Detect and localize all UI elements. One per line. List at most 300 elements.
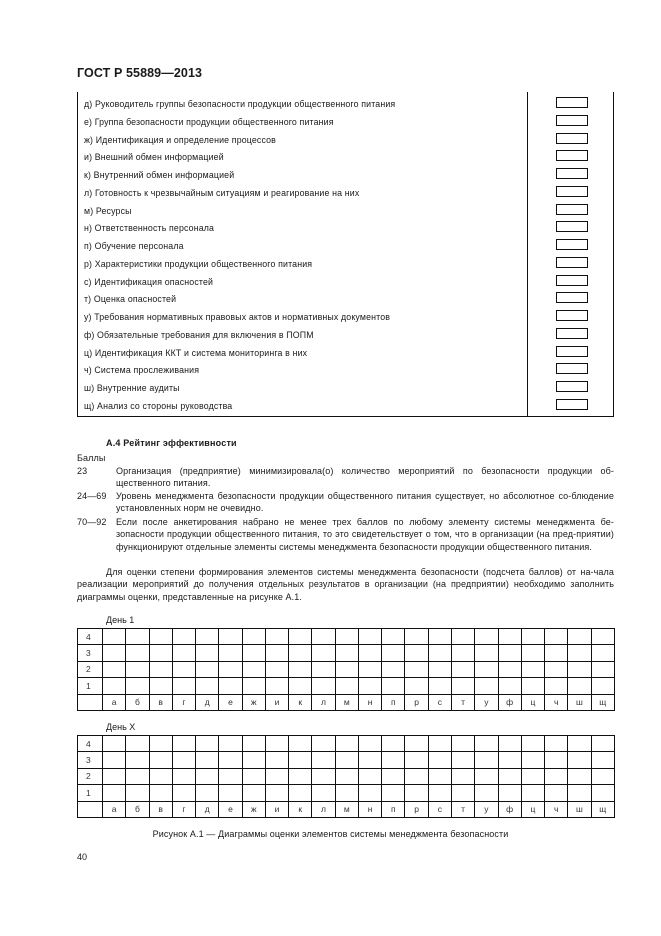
grid-cell[interactable] [475,736,498,752]
grid-cell[interactable] [568,736,591,752]
grid-cell[interactable] [568,785,591,801]
grid-cell[interactable] [219,645,242,661]
x-letter-label: ш [568,801,591,817]
score-input-box[interactable] [556,292,588,303]
grid-cell[interactable] [498,678,521,694]
grid-cell[interactable] [335,629,358,645]
grid-cell[interactable] [126,645,149,661]
y-level-label: 2 [78,768,103,784]
grid-cell[interactable] [335,785,358,801]
x-letter-label: а [103,801,126,817]
score-input-box[interactable] [556,363,588,374]
section-heading: А.4 Рейтинг эффективности [106,438,237,448]
grid-cell[interactable] [405,768,428,784]
checklist-item-label: с) Идентификация опасностей [84,276,214,287]
grid-cell[interactable] [149,736,172,752]
checklist-item-label: ч) Система прослеживания [84,365,200,376]
grid-cell[interactable] [545,661,568,677]
checklist-row [78,256,613,274]
grid-cell[interactable] [103,645,126,661]
grid-cell[interactable] [126,678,149,694]
grid-cell[interactable] [312,752,335,768]
grid-cell[interactable] [591,645,614,661]
grid-cell[interactable] [335,678,358,694]
x-letter-label: б [126,801,149,817]
grid-cell[interactable] [172,736,195,752]
grid-cell[interactable] [126,768,149,784]
grid-cell[interactable] [521,785,544,801]
grid-cell[interactable] [242,629,265,645]
grid-cell[interactable] [242,768,265,784]
grid-cell[interactable] [428,768,451,784]
x-letter-label: б [126,694,149,710]
grid-cell[interactable] [335,736,358,752]
grid-cell[interactable] [196,752,219,768]
grid-cell[interactable] [451,661,474,677]
grid-row [78,645,615,661]
grid-cell[interactable] [568,661,591,677]
grid-cell[interactable] [265,768,288,784]
grid-cell[interactable] [149,645,172,661]
checklist-item-label: т) Оценка опасностей [84,294,177,305]
grid-cell[interactable] [219,785,242,801]
grid-cell[interactable] [545,785,568,801]
grid-cell[interactable] [428,629,451,645]
grid-cell[interactable] [196,736,219,752]
grid-cell[interactable] [545,678,568,694]
checklist-row [78,185,613,203]
grid-cell[interactable] [172,785,195,801]
grid-cell[interactable] [219,678,242,694]
grid-cell[interactable] [568,629,591,645]
y-level-label: 1 [78,785,103,801]
checklist-item-label: п) Обучение персонала [84,241,184,251]
grid-cell[interactable] [382,661,405,677]
x-letter-label: ф [498,801,521,817]
grid-cell[interactable] [149,768,172,784]
grid-cell[interactable] [451,629,474,645]
grid-cell[interactable] [451,752,474,768]
grid-row [78,785,615,801]
grid-cell[interactable] [265,661,288,677]
grid-cell[interactable] [103,752,126,768]
checklist-row [78,167,613,185]
grid-cell[interactable] [358,736,381,752]
chart-title-day1: День 1 [106,615,135,625]
score-input-box[interactable] [556,133,588,144]
grid-cell[interactable] [545,645,568,661]
checklist-row [78,291,613,309]
x-letter-label: ж [242,694,265,710]
x-letter-label: е [219,694,242,710]
grid-cell[interactable] [335,645,358,661]
grid-cell[interactable] [405,645,428,661]
grid-cell[interactable] [428,678,451,694]
grid-cell[interactable] [521,661,544,677]
x-axis-row [78,694,615,710]
score-text: Если после анкетирования набрано не менее трех баллов по любому элементу системы менеджмента бе-зопасности продукции общественного питания, то это свидетельствует о том, что в организации (на пред-приятии) функционируют отдельные элементы системы менеджмента безопасности продукции общественного питания. [116,517,614,552]
score-input-box[interactable] [556,257,588,268]
x-letter-label: а [103,694,126,710]
x-letter-label: и [265,801,288,817]
x-letter-label: ф [498,694,521,710]
grid-cell[interactable] [405,678,428,694]
grid-cell[interactable] [149,661,172,677]
grid-cell[interactable] [289,736,312,752]
grid-cell[interactable] [498,736,521,752]
grid-cell[interactable] [312,785,335,801]
grid-cell[interactable] [591,768,614,784]
checklist-row [78,132,613,150]
grid-cell[interactable] [498,768,521,784]
grid-cell[interactable] [242,736,265,752]
score-range: 23 [77,466,88,476]
grid-cell[interactable] [242,645,265,661]
x-letter-label: ч [545,694,568,710]
grid-cell[interactable] [545,736,568,752]
grid-cell[interactable] [149,678,172,694]
grid-cell[interactable] [358,768,381,784]
grid-cell[interactable] [126,752,149,768]
x-letter-label: ш [568,694,591,710]
grid-cell[interactable] [475,752,498,768]
score-input-box[interactable] [556,239,588,250]
grid-cell[interactable] [219,768,242,784]
x-letter-label: л [312,694,335,710]
grid-cell[interactable] [521,752,544,768]
score-input-box[interactable] [556,186,588,197]
grid-cell[interactable] [126,785,149,801]
checklist-item-label: ш) Внутренние аудиты [84,383,180,393]
grid-cell[interactable] [265,736,288,752]
grid-cell[interactable] [451,645,474,661]
grid-cell[interactable] [358,752,381,768]
checklist-row [78,362,613,380]
grid-cell[interactable] [428,752,451,768]
grid-cell[interactable] [312,661,335,677]
grid-cell[interactable] [382,785,405,801]
checklist-item-label: щ) Анализ со стороны руководства [84,400,233,411]
grid-cell[interactable] [591,736,614,752]
grid-cell[interactable] [289,661,312,677]
grid-cell[interactable] [382,736,405,752]
x-letter-label: р [405,694,428,710]
grid-cell[interactable] [219,661,242,677]
x-letter-label: т [451,801,474,817]
grid-row [78,736,615,752]
x-letter-label: п [382,694,405,710]
grid-cell[interactable] [103,629,126,645]
checklist-item-label: ж) Идентификация и определение процессов [84,134,276,145]
x-letter-label: н [358,801,381,817]
grid-cell[interactable] [289,752,312,768]
grid-cell[interactable] [172,661,195,677]
grid-cell[interactable] [126,736,149,752]
grid-cell[interactable] [568,752,591,768]
grid-cell[interactable] [475,768,498,784]
x-letter-label: д [196,694,219,710]
x-letter-label: в [149,694,172,710]
corner-cell [78,801,103,817]
y-level-label: 4 [78,736,103,752]
score-input-box[interactable] [556,328,588,339]
grid-cell[interactable] [358,661,381,677]
body-paragraph: Для оценки степени формирования элементов системы менеджмента безопасности (подсчета баллов) от на-чала реализации мероприятий до получения отдельных результатов в организации (на предприятии) необходимо заполнить диаграммы оценки, представленные на рисунке А.1. [77,567,614,602]
x-letter-label: м [335,801,358,817]
grid-cell[interactable] [335,768,358,784]
grid-cell[interactable] [335,752,358,768]
grid-cell[interactable] [521,678,544,694]
score-label: Баллы [77,453,106,463]
page-number: 40 [77,852,88,862]
y-level-label: 3 [78,645,103,661]
grid-cell[interactable] [451,785,474,801]
grid-cell[interactable] [521,645,544,661]
x-letter-label: д [196,801,219,817]
checklist-item-label: у) Требования нормативных правовых актов и нормативных документов [84,312,391,322]
grid-cell[interactable] [103,768,126,784]
grid-cell[interactable] [312,645,335,661]
assessment-grid-day1 [77,628,615,711]
x-letter-label: т [451,694,474,710]
score-input-box[interactable] [556,168,588,179]
score-text: Уровень менеджмента безопасности продукции общественного питания существует, но абсолютное со-блюдение установленных норм не очевидно. [116,491,614,514]
grid-cell[interactable] [428,645,451,661]
grid-cell[interactable] [172,752,195,768]
grid-cell[interactable] [358,785,381,801]
grid-cell[interactable] [126,661,149,677]
score-input-box[interactable] [556,221,588,232]
x-letter-label: с [428,801,451,817]
grid-cell[interactable] [196,678,219,694]
score-input-box[interactable] [556,381,588,392]
grid-cell[interactable] [242,678,265,694]
checklist-row [78,238,613,256]
checklist-item-label: д) Руководитель группы безопасности продукции общественного питания [84,99,396,109]
grid-cell[interactable] [196,785,219,801]
grid-cell[interactable] [219,752,242,768]
figure-caption: Рисунок А.1 — Диаграммы оценки элементов системы менеджмента безопасности [152,829,509,839]
document-title: ГОСТ Р 55889—2013 [77,66,203,80]
grid-row [78,678,615,694]
grid-cell[interactable] [312,768,335,784]
grid-cell[interactable] [498,661,521,677]
y-level-label: 2 [78,661,103,677]
checklist-row [78,398,613,416]
chart-title-dayx: День X [106,722,136,732]
grid-cell[interactable] [475,629,498,645]
grid-cell[interactable] [521,768,544,784]
score-input-box[interactable] [556,97,588,108]
checklist-row [78,114,613,132]
checklist-row [78,220,613,238]
grid-cell[interactable] [568,645,591,661]
grid-row [78,629,615,645]
grid-cell[interactable] [358,678,381,694]
grid-cell[interactable] [591,678,614,694]
grid-cell[interactable] [498,752,521,768]
x-letter-label: ц [521,801,544,817]
grid-cell[interactable] [591,629,614,645]
grid-row [78,768,615,784]
x-letter-label: ц [521,694,544,710]
grid-cell[interactable] [196,645,219,661]
grid-cell[interactable] [428,736,451,752]
grid-cell[interactable] [265,785,288,801]
grid-cell[interactable] [172,645,195,661]
grid-cell[interactable] [289,629,312,645]
grid-cell[interactable] [382,678,405,694]
grid-cell[interactable] [265,645,288,661]
grid-cell[interactable] [289,768,312,784]
grid-cell[interactable] [382,768,405,784]
score-input-box[interactable] [556,399,588,410]
grid-cell[interactable] [405,736,428,752]
grid-cell[interactable] [149,629,172,645]
score-input-box[interactable] [556,346,588,357]
x-letter-label: у [475,801,498,817]
grid-cell[interactable] [242,752,265,768]
x-letter-label: г [172,801,195,817]
grid-cell[interactable] [498,629,521,645]
grid-cell[interactable] [196,629,219,645]
checklist-row [78,309,613,327]
x-letter-label: е [219,801,242,817]
grid-cell[interactable] [382,645,405,661]
grid-cell[interactable] [289,645,312,661]
x-axis-row [78,801,615,817]
grid-cell[interactable] [451,736,474,752]
grid-cell[interactable] [591,661,614,677]
grid-cell[interactable] [382,752,405,768]
grid-cell[interactable] [568,768,591,784]
grid-cell[interactable] [568,678,591,694]
grid-cell[interactable] [265,752,288,768]
checklist-item-label: м) Ресурсы [84,205,132,216]
y-level-label: 3 [78,752,103,768]
checklist-item-label: ц) Идентификация ККТ и система мониторинга в них [84,347,308,358]
grid-cell[interactable] [591,785,614,801]
checklist-item-label: е) Группа безопасности продукции общественного питания [84,116,334,127]
grid-cell[interactable] [242,785,265,801]
grid-cell[interactable] [219,629,242,645]
grid-cell[interactable] [405,785,428,801]
grid-cell[interactable] [475,661,498,677]
grid-cell[interactable] [358,645,381,661]
grid-cell[interactable] [428,785,451,801]
grid-cell[interactable] [545,768,568,784]
score-input-box[interactable] [556,150,588,161]
grid-cell[interactable] [172,678,195,694]
x-letter-label: г [172,694,195,710]
x-letter-label: п [382,801,405,817]
grid-cell[interactable] [335,661,358,677]
score-input-box[interactable] [556,204,588,215]
checklist-item-label: и) Внешний обмен информацией [84,152,224,163]
x-letter-label: ж [242,801,265,817]
x-letter-label: у [475,694,498,710]
x-letter-label: к [289,694,312,710]
grid-cell[interactable] [498,645,521,661]
grid-cell[interactable] [149,752,172,768]
grid-cell[interactable] [475,645,498,661]
grid-cell[interactable] [428,661,451,677]
grid-cell[interactable] [312,736,335,752]
score-text: Организация (предприятие) минимизировала(о) количество мероприятий по безопасности продукции об-щественного питания. [116,466,614,489]
checklist-row [78,203,613,221]
grid-cell[interactable] [126,629,149,645]
score-input-box[interactable] [556,275,588,286]
grid-cell[interactable] [545,629,568,645]
grid-cell[interactable] [475,678,498,694]
x-letter-label: в [149,801,172,817]
checklist-row [78,327,613,345]
grid-cell[interactable] [265,678,288,694]
grid-cell[interactable] [451,678,474,694]
grid-cell[interactable] [312,678,335,694]
checklist-row [78,274,613,292]
grid-cell[interactable] [149,785,172,801]
checklist-table [77,92,614,417]
grid-cell[interactable] [265,629,288,645]
grid-cell[interactable] [103,661,126,677]
grid-cell[interactable] [242,661,265,677]
grid-cell[interactable] [382,629,405,645]
grid-cell[interactable] [405,752,428,768]
grid-cell[interactable] [475,785,498,801]
score-range: 70—92 [77,517,107,527]
grid-cell[interactable] [219,736,242,752]
grid-cell[interactable] [103,785,126,801]
score-input-box[interactable] [556,115,588,126]
grid-cell[interactable] [289,785,312,801]
x-letter-label: с [428,694,451,710]
grid-cell[interactable] [172,768,195,784]
grid-cell[interactable] [312,629,335,645]
corner-cell [78,694,103,710]
grid-cell[interactable] [451,768,474,784]
x-letter-label: л [312,801,335,817]
grid-cell[interactable] [498,785,521,801]
grid-cell[interactable] [545,752,568,768]
grid-cell[interactable] [358,629,381,645]
grid-cell[interactable] [172,629,195,645]
grid-cell[interactable] [103,736,126,752]
grid-cell[interactable] [196,768,219,784]
checklist-item-label: к) Внутренний обмен информацией [84,170,235,180]
grid-cell[interactable] [405,629,428,645]
checklist-item-label: ф) Обязательные требования для включения в ПОПМ [84,329,314,340]
x-letter-label: м [335,694,358,710]
x-letter-label: н [358,694,381,710]
grid-cell[interactable] [103,678,126,694]
score-input-box[interactable] [556,310,588,321]
grid-cell[interactable] [521,736,544,752]
grid-cell[interactable] [289,678,312,694]
score-range: 24—69 [77,491,107,501]
x-letter-label: к [289,801,312,817]
checklist-item-label: р) Характеристики продукции общественного питания [84,258,313,269]
grid-cell[interactable] [405,661,428,677]
x-letter-label: р [405,801,428,817]
grid-cell[interactable] [521,629,544,645]
checklist-item-label: л) Готовность к чрезвычайным ситуациям и реагирование на них [84,187,360,198]
checklist-item-label: н) Ответственность персонала [84,223,215,234]
y-level-label: 1 [78,678,103,694]
grid-cell[interactable] [196,661,219,677]
grid-row [78,661,615,677]
grid-cell[interactable] [591,752,614,768]
